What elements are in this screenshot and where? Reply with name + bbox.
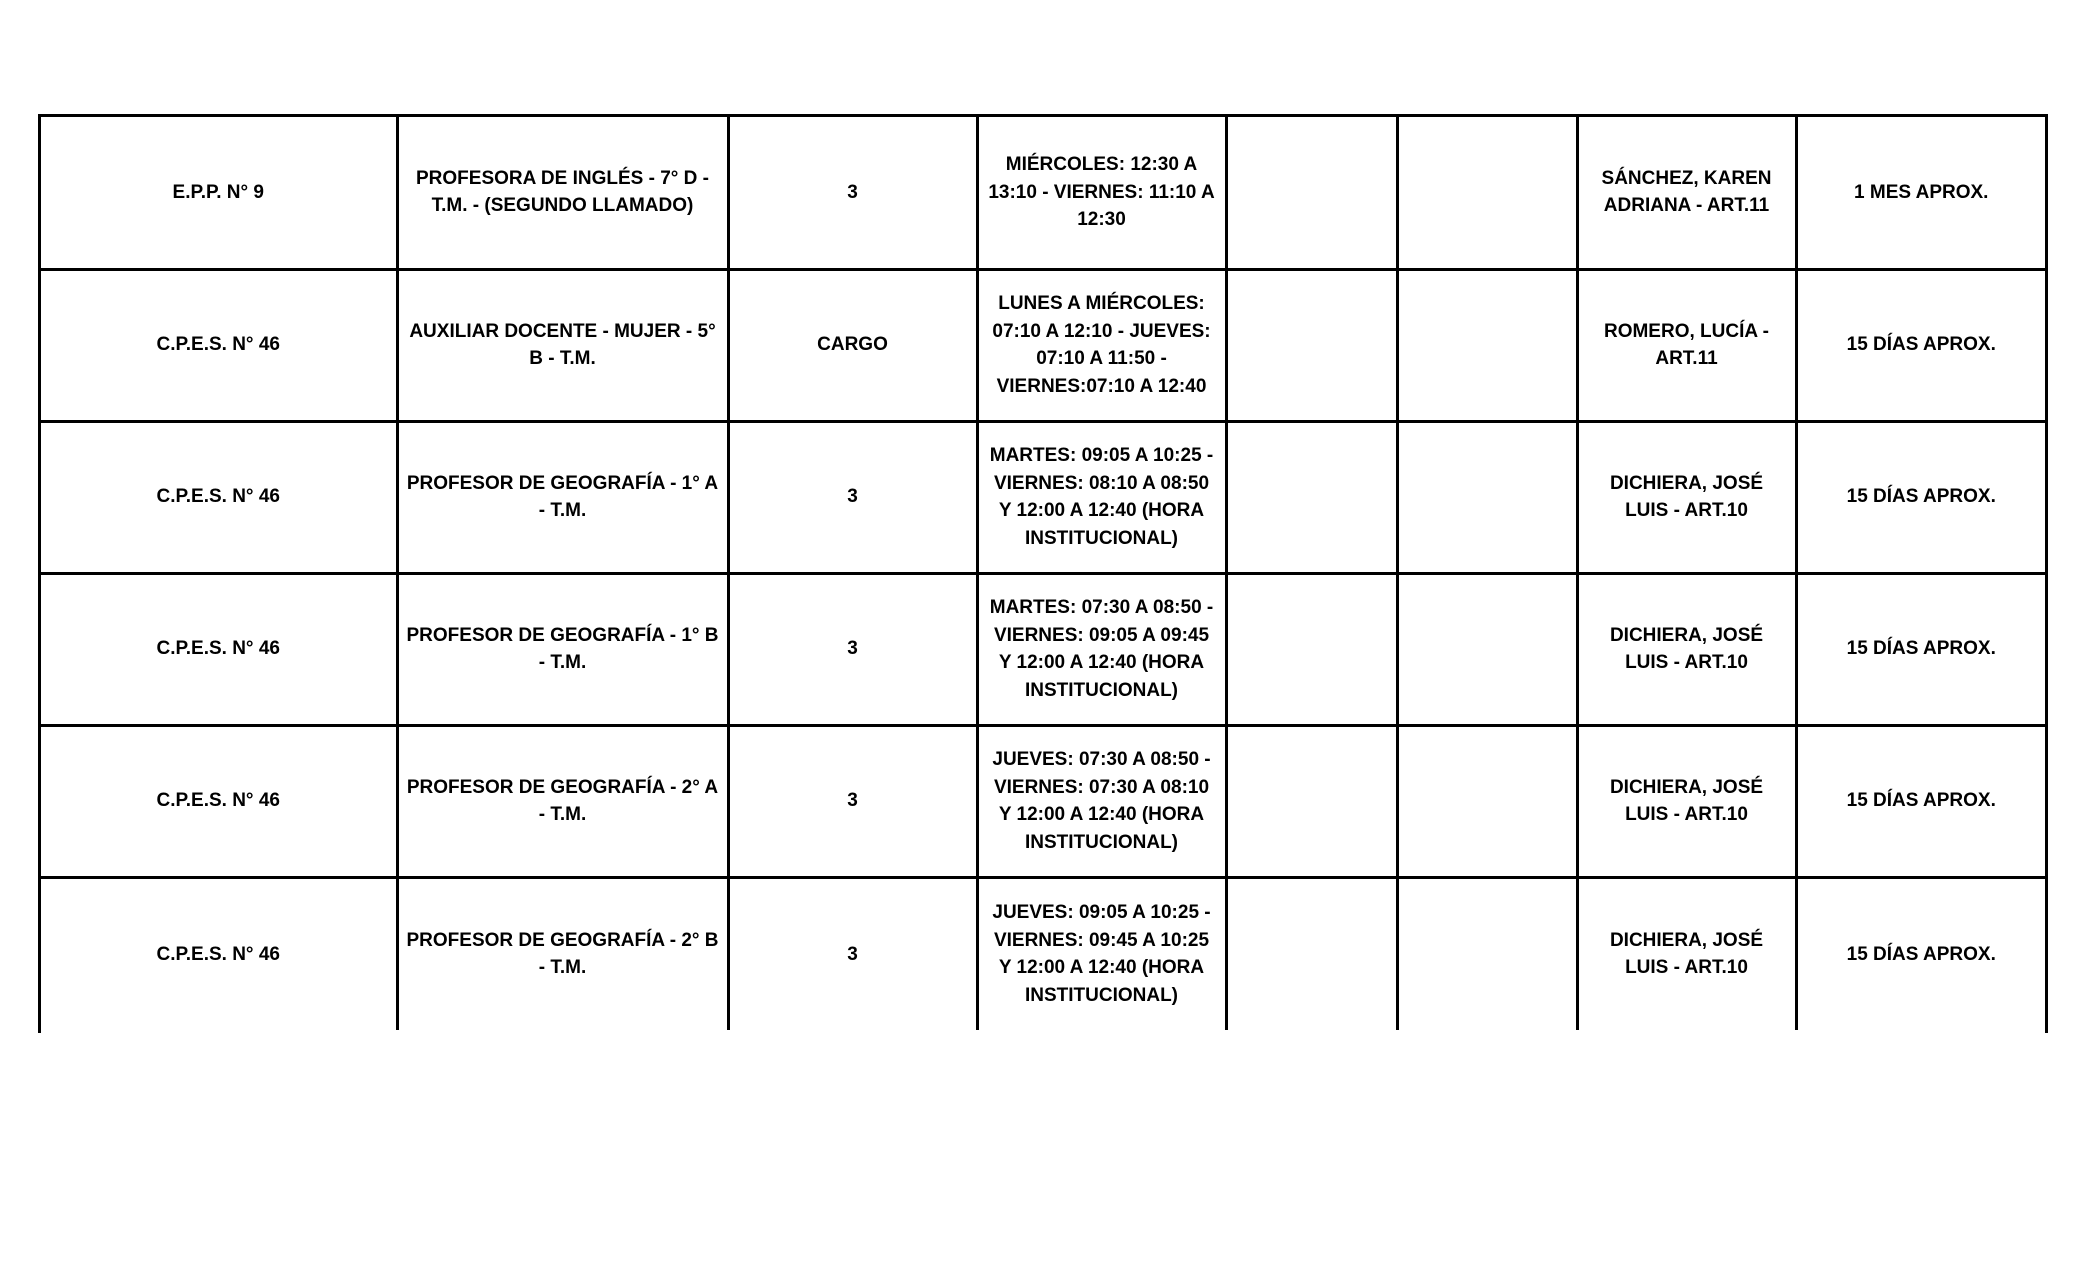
school-cell: C.P.E.S. N° 46 [41,269,397,421]
holder-cell: DICHIERA, JOSÉ LUIS - ART.10 [1577,725,1796,877]
schedule-cell: MIÉRCOLES: 12:30 A 13:10 - VIERNES: 11:10 A 12:30 [977,117,1226,269]
duration-cell: 1 MES APROX. [1796,117,2045,269]
holder-cell: ROMERO, LUCÍA - ART.11 [1577,269,1796,421]
empty-cell-b [1397,117,1577,269]
schedule-cell: MARTES: 09:05 A 10:25 - VIERNES: 08:10 A 08:50 Y 12:00 A 12:40 (HORA INSTITUCIONAL) [977,421,1226,573]
hours-cell: CARGO [728,269,977,421]
hours-cell: 3 [728,421,977,573]
table-row [41,117,2045,269]
holder-cell: DICHIERA, JOSÉ LUIS - ART.10 [1577,877,1796,1030]
empty-cell-b [1397,725,1577,877]
empty-cell-b [1397,421,1577,573]
duration-cell: 15 DÍAS APROX. [1846,943,1996,965]
schedule-cell: LUNES A MIÉRCOLES: 07:10 A 12:10 - JUEVES: 07:10 A 11:50 - VIERNES:07:10 A 12:40 [977,269,1226,421]
school-cell: C.P.E.S. N° 46 [41,421,397,573]
position-cell: PROFESORA DE INGLÉS - 7° D - T.M. - (SEGUNDO LLAMADO) [397,117,728,269]
empty-cell-a [1226,421,1397,573]
table-row [41,877,2045,1030]
empty-cell-a [1226,573,1397,725]
empty-cell-b [1397,269,1577,421]
empty-cell-a [1226,269,1397,421]
position-cell: PROFESOR DE GEOGRAFÍA - 2° A - T.M. [397,725,728,877]
position-cell: AUXILIAR DOCENTE - MUJER - 5° B - T.M. [397,269,728,421]
vacancy-table [41,117,2045,1030]
school-cell: C.P.E.S. N° 46 [41,877,397,1030]
school-cell: C.P.E.S. N° 46 [41,725,397,877]
empty-cell-a [1226,725,1397,877]
table-row [41,269,2045,421]
duration-cell: 15 DÍAS APROX. [1796,269,2045,421]
schedule-cell: MARTES: 07:30 A 08:50 - VIERNES: 09:05 A 09:45 Y 12:00 A 12:40 (HORA INSTITUCIONAL) [977,573,1226,725]
holder-cell: SÁNCHEZ, KAREN ADRIANA - ART.11 [1577,117,1796,269]
hours-cell: 3 [728,117,977,269]
table-row [41,573,2045,725]
position-cell: PROFESOR DE GEOGRAFÍA - 1° B - T.M. [397,573,728,725]
school-cell: E.P.P. N° 9 [41,117,397,269]
empty-cell-b [1397,877,1577,1030]
position-cell: PROFESOR DE GEOGRAFÍA - 2° B - T.M. [397,877,728,1030]
empty-cell-b [1397,573,1577,725]
schedule-cell: JUEVES: 07:30 A 08:50 - VIERNES: 07:30 A 08:10 Y 12:00 A 12:40 (HORA INSTITUCIONAL) [977,725,1226,877]
holder-cell: DICHIERA, JOSÉ LUIS - ART.10 [1577,573,1796,725]
position-cell: PROFESOR DE GEOGRAFÍA - 1° A - T.M. [397,421,728,573]
vacancy-table-frame [38,114,2048,1033]
hours-cell: 3 [728,877,977,1030]
empty-cell-a [1226,877,1397,1030]
hours-cell: 3 [728,573,977,725]
school-cell: C.P.E.S. N° 46 [41,573,397,725]
duration-cell: 15 DÍAS APROX. [1796,725,2045,877]
empty-cell-a [1226,117,1397,269]
table-row [41,421,2045,573]
schedule-cell: JUEVES: 09:05 A 10:25 - VIERNES: 09:45 A 10:25 Y 12:00 A 12:40 (HORA INSTITUCIONAL) [977,877,1226,1030]
duration-cell: 15 DÍAS APROX. [1796,573,2045,725]
table-row [41,725,2045,877]
duration-cell: 15 DÍAS APROX. [1796,421,2045,573]
holder-cell: DICHIERA, JOSÉ LUIS - ART.10 [1577,421,1796,573]
hours-cell: 3 [728,725,977,877]
